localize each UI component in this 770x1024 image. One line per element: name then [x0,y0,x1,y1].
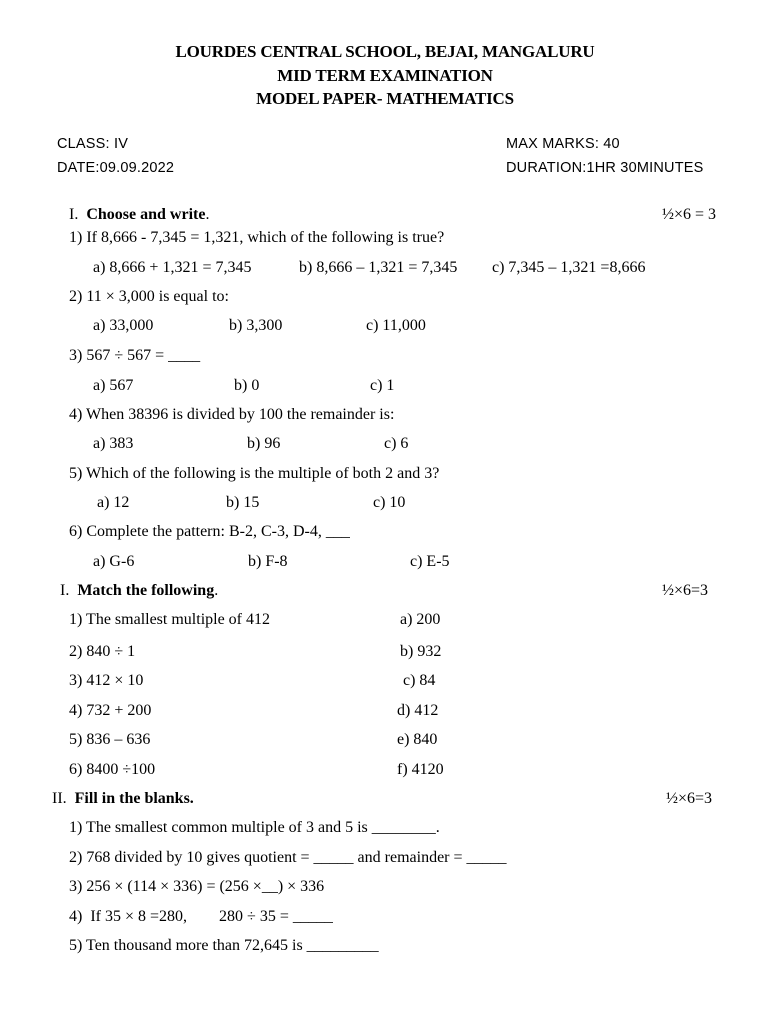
match-left-1: 1) The smallest multiple of 412 [69,611,271,628]
question-5-option-b: b) 15 [226,494,260,511]
match-left-2: 2) 840 ÷ 1 [69,643,136,660]
section2-marks: ½×6=3 [662,582,709,599]
match-left-6: 6) 8400 ÷100 [69,761,156,778]
section1-numeral: I. [69,206,79,223]
blank-4: 4) If 35 × 8 =280, 280 ÷ 35 = _____ [69,908,333,925]
question-6-option-c: c) E-5 [410,553,450,570]
question-2-option-c: c) 11,000 [366,317,426,334]
question-2-option-a: a) 33,000 [93,317,154,334]
question-4-option-b: b) 96 [247,435,281,452]
question-4-option-c: c) 6 [384,435,409,452]
school-name: LOURDES CENTRAL SCHOOL, BEJAI, MANGALURU [175,42,595,61]
exam-title: MID TERM EXAMINATION [277,66,493,85]
match-right-c: c) 84 [403,672,436,689]
section3-heading [52,790,194,808]
question-6: 6) Complete the pattern: B-2, C-3, D-4, ___ [69,523,350,540]
question-6-option-a: a) G-6 [93,553,135,570]
blank-3: 3) 256 × (114 × 336) = (256 ×__) × 336 [69,878,325,895]
section2-heading: I. Match the following. [60,582,219,599]
question-4: 4) When 38396 is divided by 100 the remainder is: [69,406,395,423]
section2-numeral: I. [60,582,70,599]
match-right-a: a) 200 [400,611,441,628]
match-left-4: 4) 732 + 200 [69,702,152,719]
section3-numeral: II. [52,790,67,807]
question-3-option-c: c) 1 [370,377,395,394]
match-right-f: f) 4120 [397,761,444,778]
blank-5: 5) Ten thousand more than 72,645 is _________ [69,937,379,954]
question-6-option-b: b) F-8 [248,553,288,570]
blank-2: 2) 768 divided by 10 gives quotient = _____ and remainder = _____ [69,849,507,866]
match-left-5: 5) 836 – 636 [69,731,151,748]
question-3-option-a: a) 567 [93,377,134,394]
question-1-option-a: a) 8,666 + 1,321 = 7,345 [93,259,252,276]
match-right-d: d) 412 [397,702,439,719]
question-2-option-b: b) 3,300 [229,317,283,334]
question-1: 1) If 8,666 - 7,345 = 1,321, which of the following is true? [69,229,445,246]
section1-title: Choose and write [86,206,206,223]
match-right-b: b) 932 [400,643,442,660]
match-right-e: e) 840 [397,731,438,748]
section1-marks: ½×6 = 3 [662,206,717,223]
question-1-option-c: c) 7,345 – 1,321 =8,666 [492,259,646,276]
section3-title: Fill in the blanks. [74,790,194,807]
section3-marks: ½×6=3 [666,790,713,807]
question-3-option-b: b) 0 [234,377,260,394]
question-5-option-c: c) 10 [373,494,406,511]
question-1-option-b: b) 8,666 – 1,321 = 7,345 [299,259,458,276]
date-label: DATE:09.09.2022 [57,160,175,176]
section2-title: Match the following [77,582,215,599]
max-marks-label: MAX MARKS: 40 [506,136,620,152]
question-5: 5) Which of the following is the multiple of both 2 and 3? [69,465,440,482]
paper-title: MODEL PAPER- MATHEMATICS [256,89,514,108]
question-5-option-a: a) 12 [97,494,130,511]
class-label: CLASS: IV [57,136,129,152]
duration-label: DURATION:1HR 30MINUTES [506,160,704,176]
match-left-3: 3) 412 × 10 [69,672,144,689]
question-4-option-a: a) 383 [93,435,134,452]
question-3: 3) 567 ÷ 567 = ____ [69,347,201,364]
question-2: 2) 11 × 3,000 is equal to: [69,288,229,305]
section1-heading: I. Choose and write. [69,206,210,223]
blank-1: 1) The smallest common multiple of 3 and 5 is ________. [69,819,440,836]
